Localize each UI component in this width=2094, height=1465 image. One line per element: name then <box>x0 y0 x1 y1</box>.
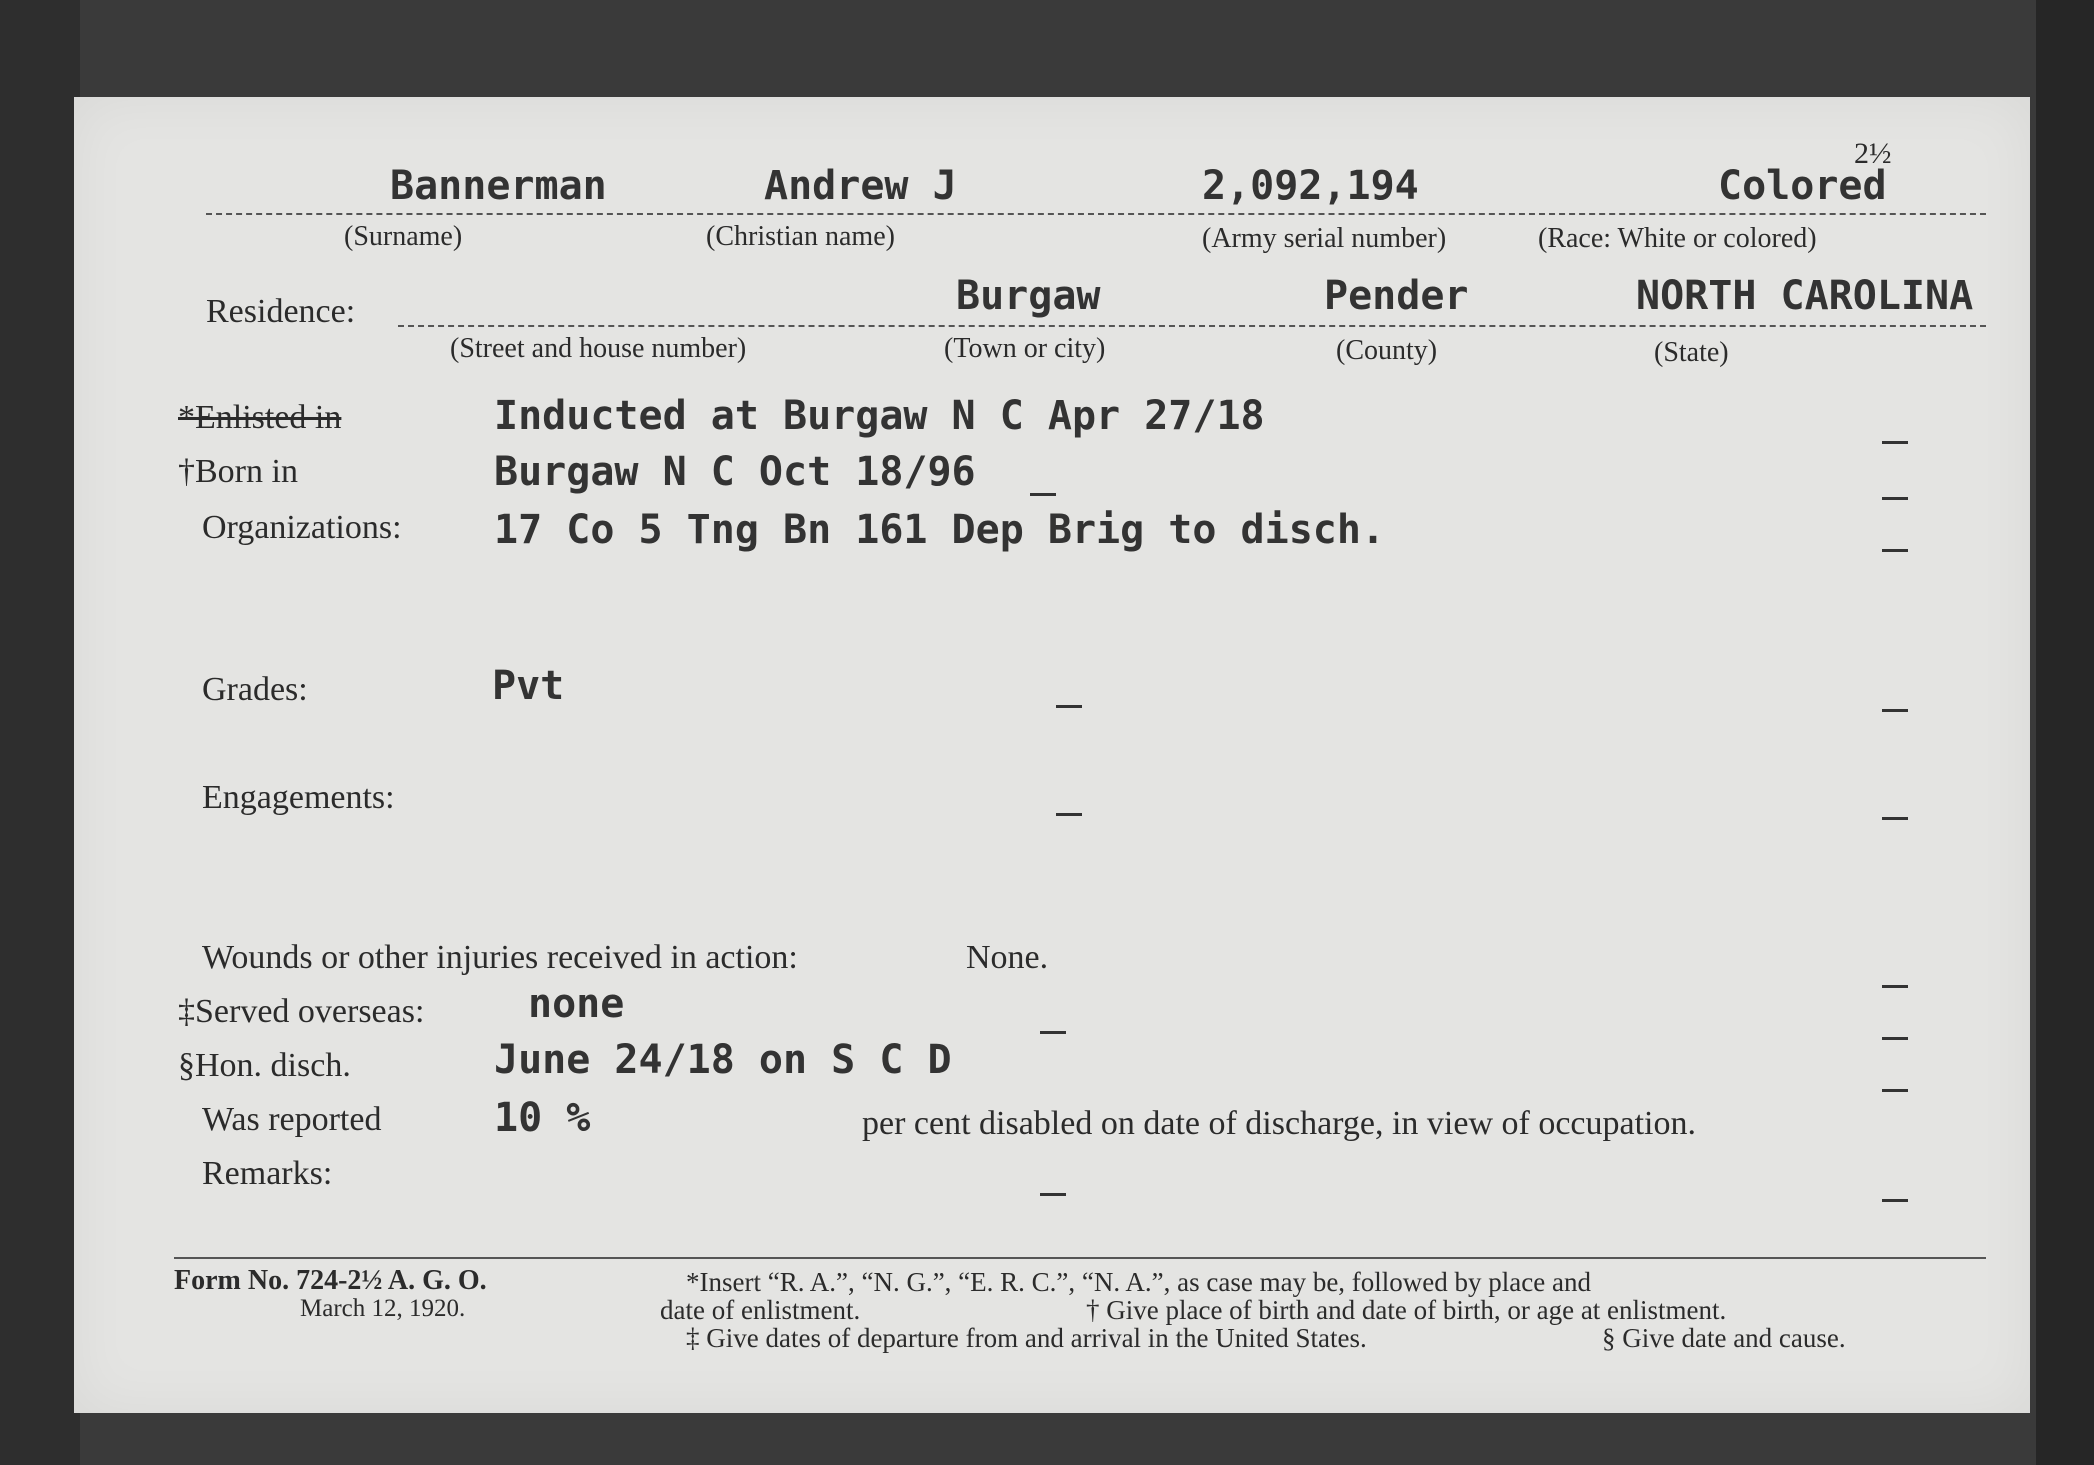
county-caption: (County) <box>1336 335 1438 366</box>
born-tick <box>1882 497 1908 500</box>
grades-mid-tick <box>1056 705 1082 708</box>
residence-state-value: NORTH CAROLINA <box>1636 273 1974 319</box>
residence-label: Residence: <box>206 293 356 330</box>
grades-value: Pvt <box>492 663 565 709</box>
enlisted-tick <box>1882 441 1908 444</box>
background-right <box>2036 0 2094 1465</box>
race-caption: (Race: White or colored) <box>1538 223 1817 254</box>
footer-note-birth: † Give place of birth and date of birth, or age at enlistment. <box>1086 1295 1727 1325</box>
overseas-tick <box>1882 1037 1908 1040</box>
enlisted-label: *Enlisted in <box>178 399 342 436</box>
discharge-value: June 24/18 on S C D <box>494 1037 952 1083</box>
discharge-label: §Hon. disch. <box>178 1047 351 1084</box>
born-value: Burgaw N C Oct 18/96 <box>494 449 976 495</box>
background-left <box>0 0 80 1465</box>
town-caption: (Town or city) <box>944 333 1106 364</box>
residence-rule <box>398 325 1986 327</box>
header-rule <box>206 213 1986 215</box>
born-label: †Born in <box>178 453 298 490</box>
engagements-tick <box>1882 817 1908 820</box>
footer-note-enlistment-cont: date of enlistment. <box>660 1295 861 1325</box>
overseas-mid-tick <box>1040 1031 1066 1034</box>
footer-rule <box>174 1257 1986 1259</box>
service-record-card <box>74 97 2030 1413</box>
discharge-tick <box>1882 1089 1908 1092</box>
remarks-mid-tick <box>1040 1193 1066 1196</box>
form-date: March 12, 1920. <box>300 1295 466 1322</box>
form-number: Form No. 724-2½ A. G. O. <box>174 1265 487 1296</box>
footer-note-overseas: ‡ Give dates of departure from and arrival in the United States. <box>686 1323 1367 1353</box>
serial-number-value: 2,092,194 <box>1202 163 1419 209</box>
engagements-label: Engagements: <box>202 779 395 816</box>
overseas-label: ‡Served overseas: <box>178 993 425 1030</box>
christian-name-caption: (Christian name) <box>706 221 895 252</box>
organizations-tick <box>1882 549 1908 552</box>
engagements-mid-tick <box>1056 813 1082 816</box>
residence-county-value: Pender <box>1324 273 1469 319</box>
remarks-label: Remarks: <box>202 1155 333 1192</box>
residence-town-value: Burgaw <box>956 273 1101 319</box>
grades-tick <box>1882 709 1908 712</box>
footer-note-enlistment: *Insert “R. A.”, “N. G.”, “E. R. C.”, “N. A.”, as case may be, followed by place and <box>686 1267 1591 1297</box>
race-value: Colored <box>1718 163 1887 209</box>
state-caption: (State) <box>1654 337 1729 368</box>
wounds-label: Wounds or other injuries received in action: <box>202 939 798 976</box>
organizations-label: Organizations: <box>202 509 402 546</box>
wounds-tick <box>1882 985 1908 988</box>
card-fraction: 2½ <box>1854 137 1892 170</box>
serial-number-caption: (Army serial number) <box>1202 223 1447 254</box>
surname-value: Bannerman <box>390 163 607 209</box>
remarks-tick <box>1882 1199 1908 1202</box>
reported-suffix: per cent disabled on date of discharge, in view of occupation. <box>862 1105 1696 1142</box>
footer-note-discharge: § Give date and cause. <box>1602 1323 1846 1353</box>
born-inline-tick <box>1030 493 1056 496</box>
surname-caption: (Surname) <box>344 221 463 252</box>
grades-label: Grades: <box>202 671 308 708</box>
christian-name-value: Andrew J <box>764 163 957 209</box>
reported-label: Was reported <box>202 1101 382 1138</box>
enlisted-value: Inducted at Burgaw N C Apr 27/18 <box>494 393 1265 439</box>
organizations-value: 17 Co 5 Tng Bn 161 Dep Brig to disch. <box>494 507 1386 553</box>
wounds-value: None. <box>966 939 1049 976</box>
street-caption: (Street and house number) <box>450 333 747 364</box>
reported-value: 10 % <box>494 1095 591 1141</box>
overseas-value: none <box>528 981 625 1027</box>
